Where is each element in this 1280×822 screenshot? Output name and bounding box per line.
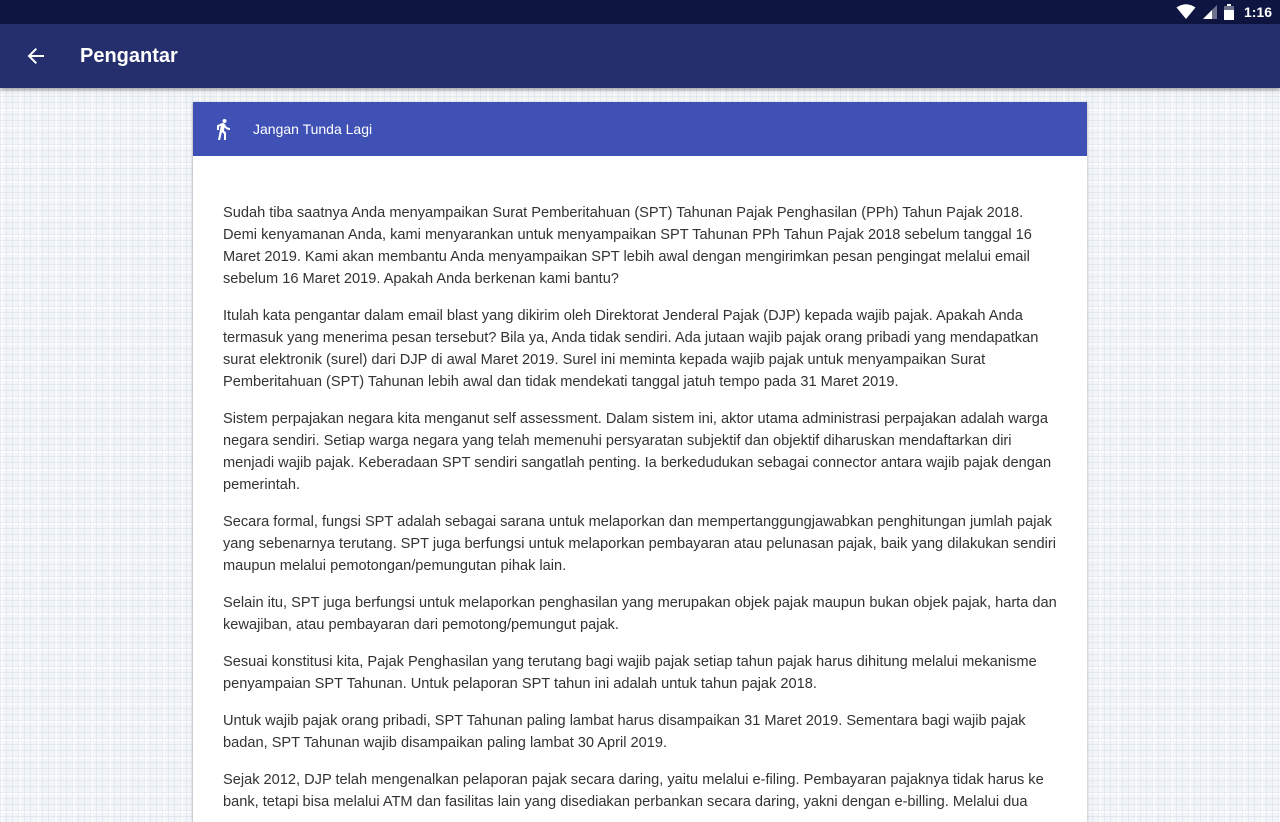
- paragraph: Secara formal, fungsi SPT adalah sebagai sarana untuk melaporkan dan mempertanggungjawabkan penghitungan jumlah pajak yang sebenarnya terutang. SPT juga berfungsi untuk melaporkan pembayaran atau pelunasan pajak, baik yang dilakukan sendiri maupun melalui pemotongan/pemungutan pihak lain.: [223, 514, 1056, 574]
- status-time: 1:16: [1243, 4, 1272, 20]
- card-header: [193, 102, 1087, 156]
- page-title: Pengantar: [80, 45, 178, 67]
- paragraph: Sejak 2012, DJP telah mengenalkan pelaporan pajak secara daring, yaitu melalui e-filing. Pembayaran pajaknya tidak harus ke bank, tetapi bisa melalui ATM dan fasilitas lain yang disediakan perbankan secara daring, yakni dengan e-billing. Melalui dua: [223, 772, 1044, 810]
- app-bar: [0, 24, 1280, 88]
- article-card: [193, 102, 1087, 822]
- arrow-back-icon: [26, 46, 46, 66]
- paragraph: Itulah kata pengantar dalam email blast yang dikirim oleh Direktorat Jenderal Pajak (DJP) kepada wajib pajak. Apakah Anda termasuk yang menerima pesan tersebut? Bila ya, Anda tidak sendiri. Ada jutaan wajib pajak orang pribadi yang mendapatkan surat elektronik (surel) dari DJP di awal Maret 2019. Surel ini meminta kepada wajib pajak untuk menyampaikan Surat Pemberitahuan (SPT) Tahunan lebih awal dan tidak mendekati tanggal jatuh tempo pada 31 Maret 2019.: [223, 308, 1039, 390]
- running-person-icon: [211, 117, 235, 141]
- back-button[interactable]: [16, 36, 56, 76]
- signal-icon: [1202, 4, 1218, 20]
- status-bar: [0, 0, 1280, 24]
- paragraph: Untuk wajib pajak orang pribadi, SPT Tahunan paling lambat harus disampaikan 31 Maret 2019. Sementara bagi wajib pajak badan, SPT Tahunan wajib disampaikan paling lambat 30 April 2019.: [223, 713, 1026, 751]
- paragraph: Sudah tiba saatnya Anda menyampaikan Surat Pemberitahuan (SPT) Tahunan Pajak Penghasilan (PPh) Tahun Pajak 2018. Demi kenyamanan Anda, kami menyarankan untuk menyampaikan SPT Tahunan PPh Tahun Pajak 2018 sebelum tanggal 16 Maret 2019. Kami akan membantu Anda menyampaikan SPT lebih awal dengan mengirimkan pesan pengingat melalui email sebelum 16 Maret 2019. Apakah Anda berkenan kami bantu?: [223, 205, 1032, 287]
- battery-icon: [1224, 4, 1234, 20]
- paragraph: Sistem perpajakan negara kita menganut self assessment. Dalam sistem ini, aktor utama administrasi perpajakan adalah warga negara sendiri. Setiap warga negara yang telah memenuhi persyaratan subjektif dan objektif diharuskan mendaftarkan diri menjadi wajib pajak. Keberadaan SPT sendiri sangatlah penting. Ia berkedudukan sebagai connector antara wajib pajak dengan pemerintah.: [223, 411, 1052, 493]
- status-icons: [1170, 0, 1272, 24]
- card-title: Jangan Tunda Lagi: [253, 121, 373, 137]
- paragraph: Selain itu, SPT juga berfungsi untuk melaporkan penghasilan yang merupakan objek pajak maupun bukan objek pajak, harta dan kewajiban, atau pembayaran dari pemotong/pemungut pajak.: [223, 595, 1057, 633]
- paragraph: Sesuai konstitusi kita, Pajak Penghasilan yang terutang bagi wajib pajak setiap tahun pajak harus dihitung melalui mekanisme penyampaian SPT Tahunan. Untuk pelaporan SPT tahun ini adalah untuk tahun pajak 2018.: [223, 654, 1037, 692]
- card-body: [193, 156, 1087, 813]
- wifi-icon: [1176, 4, 1196, 20]
